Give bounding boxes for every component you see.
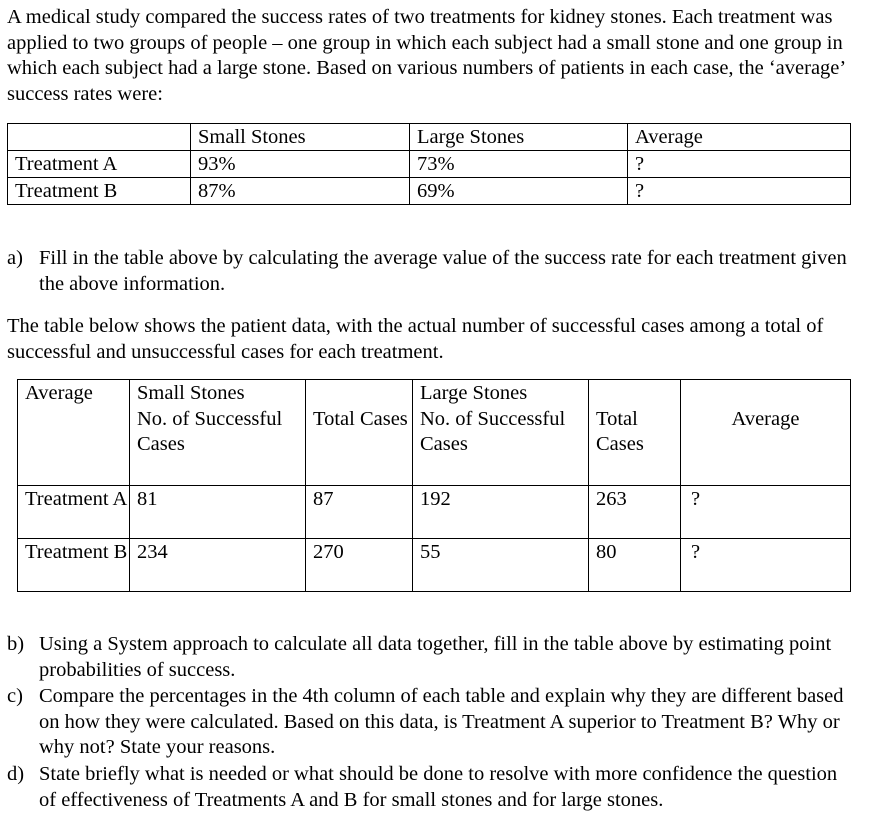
table-cell: 234 — [130, 539, 306, 592]
table-cell: Large Stones — [410, 124, 628, 151]
table-cell: Average — [18, 380, 130, 486]
table-cell: 263 — [589, 486, 681, 539]
table-cell: Treatment B — [18, 539, 130, 592]
table-cell: ? — [628, 178, 851, 205]
large-total-header: Total Cases — [596, 408, 644, 455]
table-cell: ? — [681, 486, 851, 539]
table-cell — [589, 380, 681, 486]
table-row — [18, 380, 851, 486]
small-successful-header: No. of Successful Cases — [137, 408, 283, 455]
question-label: c) — [7, 685, 23, 707]
table-cell: 55 — [413, 539, 589, 592]
question-text: State briefly what is needed or what should be done to resolve with more confidence the question of effectiveness of Treatments A and B for small stones and for large stones. — [39, 763, 838, 811]
small-stones-header: Small Stones — [137, 382, 245, 404]
table-cell: Treatment B — [8, 178, 191, 205]
question-text: Using a System approach to calculate all data together, fill in the table above by estimating point probabilities of success. — [39, 633, 832, 681]
question-label: d) — [7, 763, 25, 785]
table-cell — [413, 380, 589, 486]
table-cell: Small Stones — [191, 124, 410, 151]
large-successful-header: No. of Successful Cases — [420, 408, 566, 455]
small-total-header: Total Cases — [313, 408, 408, 430]
table-cell: 80 — [589, 539, 681, 592]
patient-data-table — [17, 379, 851, 592]
question-d — [7, 762, 867, 814]
table-cell — [130, 380, 306, 486]
intro-paragraph: A medical study compared the success rates of two treatments for kidney stones. Each treatment was applied to two groups of people – one group in which each subject had a small stone and one group in which each subject had a large stone. Based on various numbers of patients in each case, the ‘average’ success rates were: — [7, 6, 845, 105]
table-cell: 69% — [410, 178, 628, 205]
question-text: Fill in the table above by calculating the average value of the success rate for each treatment given the above information. — [39, 247, 847, 295]
table-cell: 270 — [306, 539, 413, 592]
large-stones-header: Large Stones — [420, 382, 528, 404]
table-cell — [8, 124, 191, 151]
table-cell: 93% — [191, 151, 410, 178]
table-row — [8, 178, 851, 205]
table2-description: The table below shows the patient data, with the actual number of successful cases among a total of successful and unsuccessful cases for each treatment. — [7, 315, 824, 363]
table-cell — [681, 380, 851, 486]
table-row — [8, 151, 851, 178]
table-cell: 192 — [413, 486, 589, 539]
table-row — [18, 539, 851, 592]
table-cell: 73% — [410, 151, 628, 178]
table-cell: Average — [628, 124, 851, 151]
question-b — [7, 632, 867, 684]
average-header: Average — [731, 408, 800, 430]
table-cell: ? — [681, 539, 851, 592]
table-cell — [306, 380, 413, 486]
table-row — [18, 486, 851, 539]
question-label: b) — [7, 633, 25, 655]
table-cell: ? — [628, 151, 851, 178]
table-cell: Treatment A — [8, 151, 191, 178]
question-c — [7, 684, 867, 762]
table-cell: Treatment A — [18, 486, 130, 539]
question-label: a) — [7, 247, 23, 269]
table-cell: 87 — [306, 486, 413, 539]
table-row — [8, 124, 851, 151]
success-rate-table — [7, 123, 851, 205]
question-text: Compare the percentages in the 4th column of each table and explain why they are different based on how they were calculated. Based on this data, is Treatment A superior to Treatment B? Why or why not? State your reasons. — [39, 685, 844, 758]
table-cell: 87% — [191, 178, 410, 205]
table-cell: 81 — [130, 486, 306, 539]
